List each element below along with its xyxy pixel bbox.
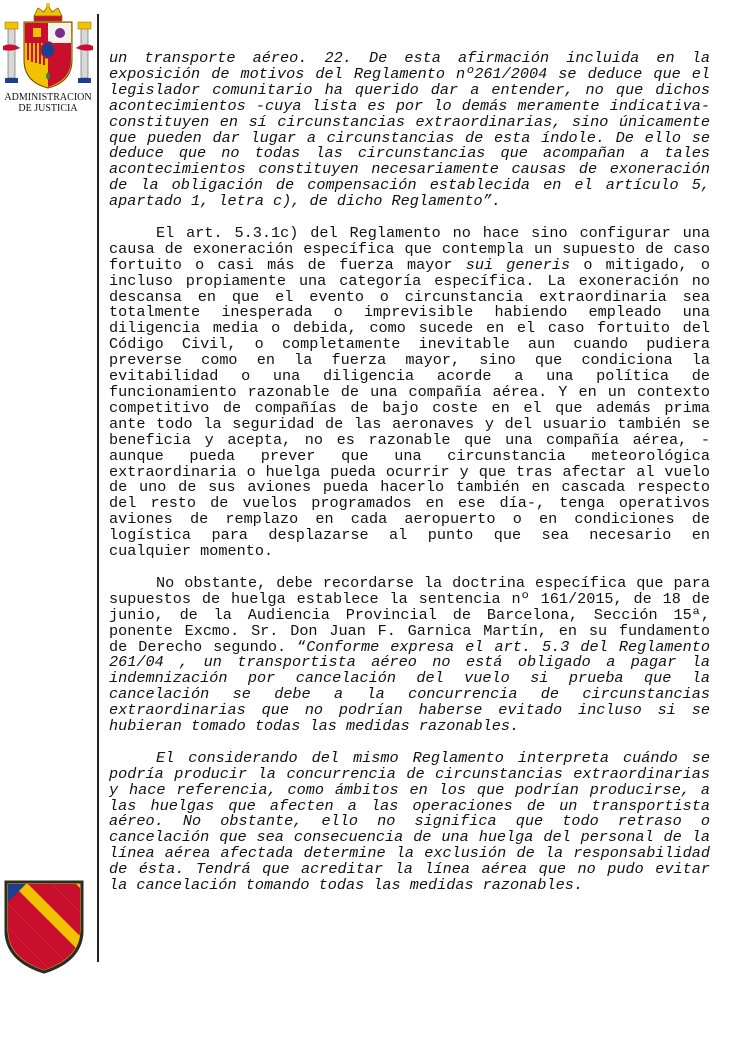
- paragraph-2: [109, 223, 710, 561]
- document-body: [109, 51, 710, 894]
- paragraph-2-sui-generis: sui generis: [465, 255, 571, 274]
- paragraph-3-intro: No obstante, debe recordarse la doctrina específica que para supuestos de huelga establece la sentencia nº 161/2015, de 18 de junio, de la Audiencia Provincial de Barcelona, Sección 15ª, ponente Excmo. Sr. Don Juan F. Garnica Martín, en su fundamento de Derecho segundo. “: [109, 573, 710, 656]
- crest-label-line2: DE JUSTICIA: [18, 103, 78, 114]
- crest-label: [0, 92, 96, 114]
- paragraph-1: un transporte aéreo. 22. De esta afirmación incluida en la exposición de motivos del Reglamento nº261/2004 se deduce que el legislador comunitario ha querido dar a entender, no que dichos acontecimientos -cuya lista es por lo demás meramente indicativa- constituyen en sí circunstancias extraordinarias, sino únicamente que pueden dar lugar a circunstancias de esta índole. De ello se deduce que no todas las circunstancias que acompañan a tales acontecimientos constituyen necesariamente causas de exoneración de la obligación de compensación establecida en el artículo 5, apartado 1, letra c), de dicho Reglamento”.: [109, 49, 710, 211]
- sidebar: [0, 0, 98, 1056]
- paragraph-3-quote: Conforme expresa el art. 5.3 del Reglamento 261/04 , un transportista aéreo no está obligado a pagar la indemnización por cancelación del vuelo si prueba que la cancelación se debe a la concurrencia de circunstancias extraordinarias que no podrían haberse evitado incluso si se hubieran tomado todas las medidas razonables.: [109, 637, 710, 736]
- margin-rule: [97, 14, 99, 962]
- paragraph-3: [109, 573, 710, 736]
- paragraph-2-part-a: El art. 5.3.1c) del Reglamento no hace sino configurar una causa de exoneración específica que contempla un supuesto de caso fortuito o casi más de fuerza mayor: [109, 223, 710, 274]
- spain-coat-of-arms-icon: [0, 2, 96, 94]
- paragraph-4: El considerando del mismo Reglamento interpreta cuándo se podría producir la concurrencia de circunstancias extraordinarias y hace referencia, como ámbitos en los que podrían producirse, a las huelgas que afecten a las operaciones de un transportista aéreo. No obstante, ello no significa que todo retraso o cancelación que sea consecuencia de una huelga del personal de la línea aérea afectada determine la exclusión de la responsabilidad de ésta. Tendrá que acreditar la línea aérea que no pudo evitar la cancelación tomando todas las medidas razonables.: [109, 748, 710, 895]
- crest-label-line1: ADMINISTRACION: [4, 92, 92, 103]
- paragraph-2-part-b: o mitigado, o incluso propiamente una categoría específica. La exoneración no descansa en que el evento o circunstancia extraordinaria sea totalmente inesperada o imprevisible habiendo empleado una diligencia media o debida, como sucede en el caso fortuito del Código Civil, o completamente inevitable aun cuando pudiera preverse como en la fuerza mayor, sino que condiciona la evitabilidad o una diligencia acorde a una política de funcionamiento razonable de una compañía aérea. Y en un contexto competitivo de compañías de bajo coste en el que además prima ante todo la seguridad de las aeronaves y del usuario también se beneficia y acepta, no es razonable que una compañía aérea, -aunque pueda prever que una circunstancia meteorológica extraordinaria o huelga pueda ocurrir y que tras afectar al vuelo de uno de sus aviones pueda hacerlo también en cascada respecto del resto de vuelos programados en ese día-, tenga operativos aviones de remplazo en cada aeropuerto o en condiciones de logística para desplazarse al punto que sea necesario en cualquier momento.: [109, 255, 710, 561]
- balearic-shield-icon: [2, 878, 86, 974]
